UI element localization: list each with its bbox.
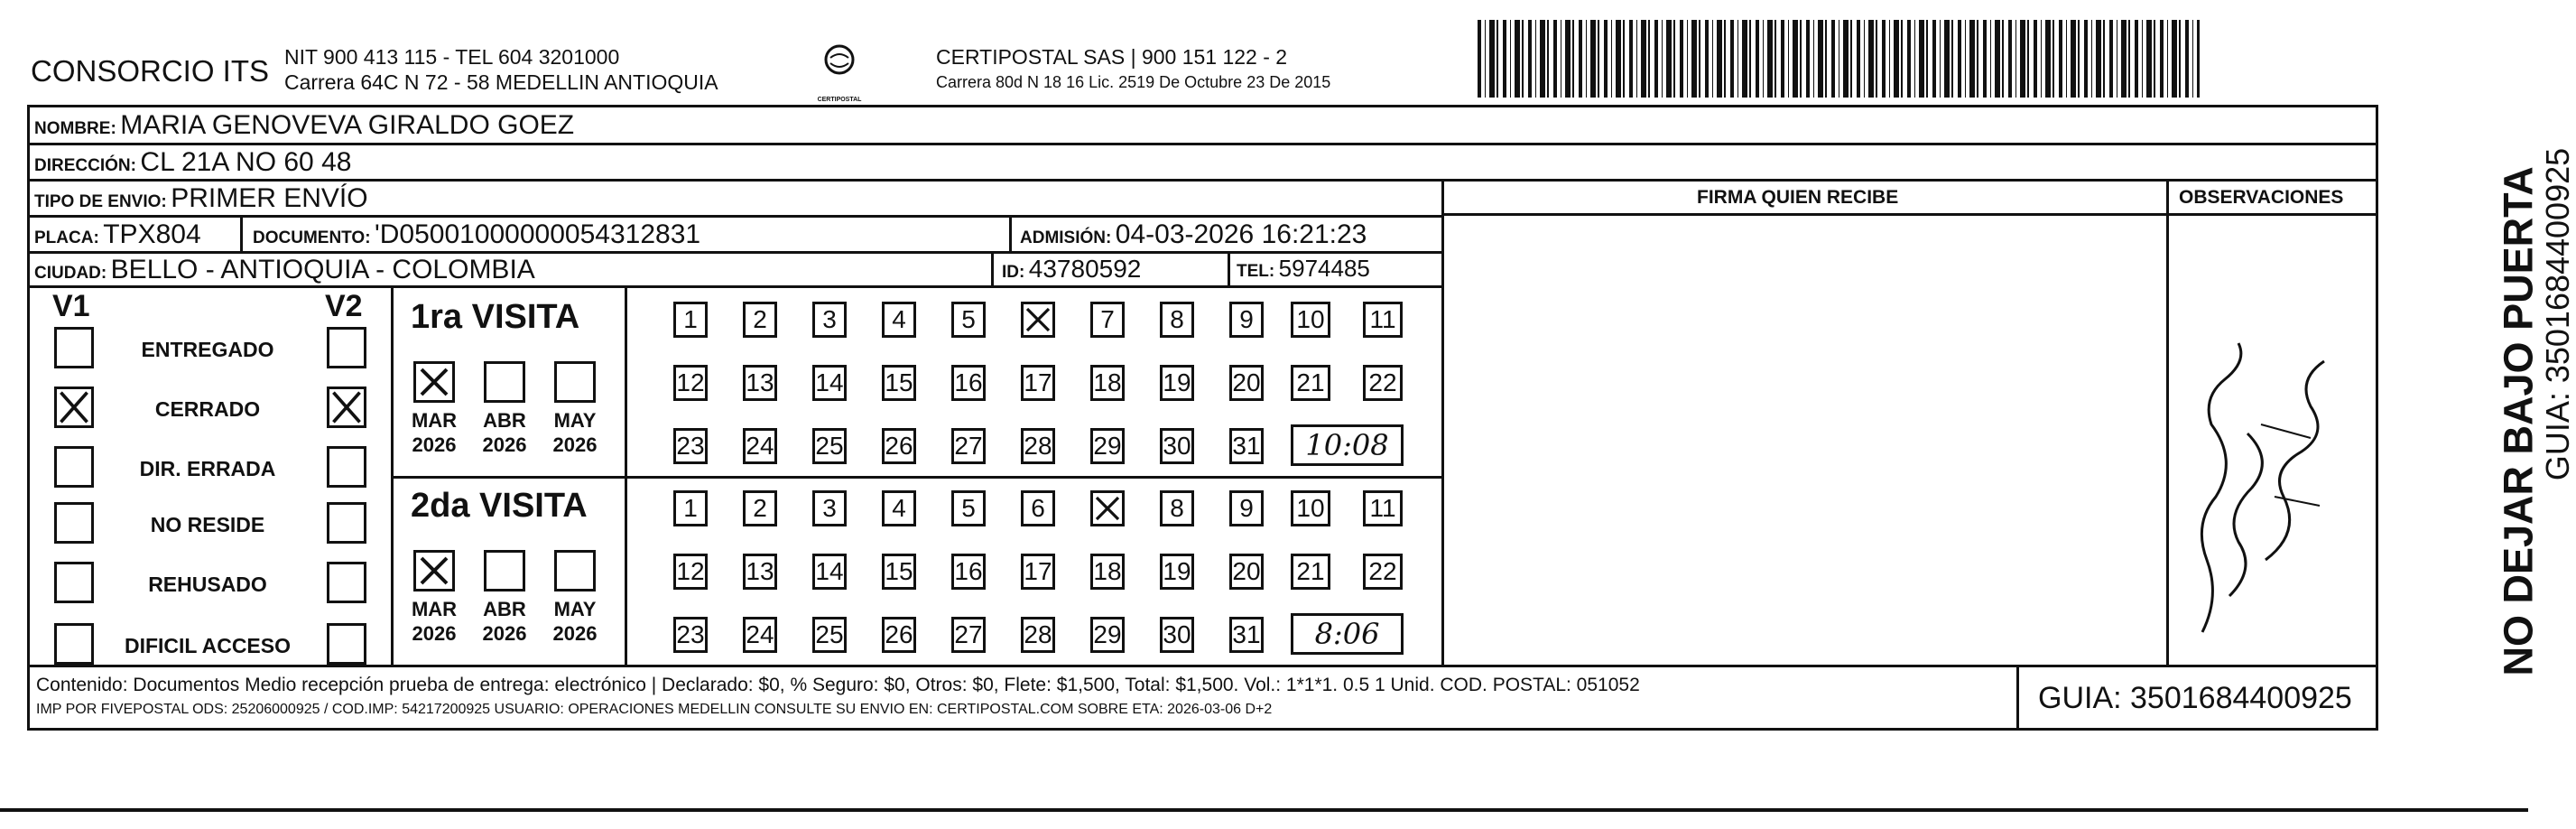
day-check-mark <box>1093 493 1122 524</box>
day-box[interactable]: 9 <box>1229 490 1264 526</box>
day-box[interactable]: 14 <box>812 554 847 590</box>
status-v2-checkbox[interactable] <box>327 562 366 603</box>
plate-label: PLACA: <box>34 228 99 247</box>
day-box[interactable]: 19 <box>1160 554 1194 590</box>
recipient-name: MARIA GENOVEVA GIRALDO GOEZ <box>120 110 575 140</box>
day-box[interactable]: 23 <box>673 428 708 464</box>
day-box[interactable]: 26 <box>882 428 916 464</box>
day-box[interactable]: 8 <box>1160 490 1194 526</box>
day-box[interactable]: 21 <box>1291 365 1330 401</box>
visit-time-box[interactable] <box>1291 424 1404 466</box>
visit-month-label: MAR <box>411 598 458 620</box>
certipostal-logo <box>817 42 862 103</box>
day-box[interactable]: 18 <box>1090 365 1125 401</box>
status-v1-checkbox[interactable] <box>54 562 94 603</box>
visit-handwritten-time: 8:06 <box>1314 617 1380 651</box>
city-row <box>34 256 535 284</box>
city: BELLO - ANTIOQUIA - COLOMBIA <box>110 255 535 284</box>
day-box[interactable]: 9 <box>1229 302 1264 338</box>
city-label: CIUDAD: <box>34 264 107 283</box>
send-type-row <box>34 185 368 212</box>
status-option-label: CERRADO <box>154 397 261 421</box>
day-box[interactable]: 16 <box>951 365 986 401</box>
day-box[interactable]: 2 <box>743 302 777 338</box>
company-address: Carrera 64C N 72 - 58 MEDELLIN ANTIOQUIA <box>284 70 718 94</box>
visit-month-checkbox[interactable] <box>413 361 455 403</box>
day-box[interactable]: 10 <box>1291 490 1330 526</box>
status-v2-checkbox[interactable] <box>327 387 366 428</box>
status-v1-checkbox[interactable] <box>54 446 94 488</box>
address-row <box>34 149 351 176</box>
day-box[interactable]: 3 <box>812 302 847 338</box>
id-number: 43780592 <box>1028 255 1142 283</box>
visit-month-checkbox[interactable] <box>484 550 525 591</box>
day-box[interactable]: 8 <box>1160 302 1194 338</box>
day-box[interactable]: 10 <box>1291 302 1330 338</box>
visit-month-label: MAR <box>411 409 458 432</box>
day-box[interactable]: 30 <box>1160 428 1194 464</box>
day-box[interactable]: 29 <box>1090 617 1125 653</box>
status-v1-checkbox[interactable] <box>54 387 94 428</box>
status-v1-checkbox[interactable] <box>54 502 94 544</box>
recipient-address: CL 21A NO 60 48 <box>140 147 352 177</box>
day-box[interactable]: 4 <box>882 490 916 526</box>
logo-text: CERTIPOSTAL <box>817 97 862 103</box>
day-box[interactable]: 13 <box>743 365 777 401</box>
day-box[interactable]: 29 <box>1090 428 1125 464</box>
day-box[interactable]: 26 <box>882 617 916 653</box>
name-label: NOMBRE: <box>34 119 116 138</box>
plate-row <box>34 221 201 248</box>
day-box[interactable]: 31 <box>1229 428 1264 464</box>
footer-print-info: IMP POR FIVEPOSTAL ODS: 25206000925 / COD.IMP: 54217200925 USUARIO: OPERACIONES MEDELLIN CONSULTE SU ENVIO EN: CERTIPOSTAL.COM SOBRE ETA: 2026-03-06 D+2 <box>36 702 1273 717</box>
document-row <box>253 221 700 248</box>
visit-handwritten-time: 10:08 <box>1305 428 1389 462</box>
id-label: ID: <box>1002 263 1025 282</box>
day-box[interactable]: 5 <box>951 302 986 338</box>
barcode <box>1478 20 2200 98</box>
day-box[interactable]: 6 <box>1021 490 1055 526</box>
day-box[interactable]: 12 <box>673 554 708 590</box>
signature-header: FIRMA QUIEN RECIBE <box>1697 187 1899 208</box>
footer-guia: GUIA: 3501684400925 <box>2038 681 2352 715</box>
observations-header: OBSERVACIONES <box>2179 187 2344 208</box>
v2-header: V2 <box>325 289 363 323</box>
visit-year-label: 2026 <box>482 433 527 456</box>
tel-label: TEL: <box>1237 262 1275 281</box>
visit-month-label: MAY <box>553 598 597 620</box>
day-box[interactable]: 17 <box>1021 554 1055 590</box>
day-box[interactable]: 14 <box>812 365 847 401</box>
visit-time-box[interactable] <box>1291 613 1404 655</box>
carrier-license: Carrera 80d N 18 16 Lic. 2519 De Octubre 23 De 2015 <box>936 73 1331 91</box>
visit-year-label: 2026 <box>482 622 527 645</box>
day-box[interactable]: 22 <box>1363 554 1403 590</box>
visit-month-checkbox[interactable] <box>554 361 596 403</box>
admission-date: 04-03-2026 16:21:23 <box>1115 219 1367 249</box>
visit-month-checkbox[interactable] <box>413 550 455 591</box>
day-box[interactable]: 4 <box>882 302 916 338</box>
day-box[interactable]: 28 <box>1021 428 1055 464</box>
day-box[interactable]: 5 <box>951 490 986 526</box>
visit-month-checkbox[interactable] <box>554 550 596 591</box>
day-box[interactable]: 22 <box>1363 365 1403 401</box>
day-box[interactable]: 17 <box>1021 365 1055 401</box>
admission-row <box>1020 221 1367 248</box>
day-box[interactable]: 25 <box>812 428 847 464</box>
v1-header: V1 <box>52 289 90 323</box>
day-box[interactable]: 16 <box>951 554 986 590</box>
day-box[interactable]: 28 <box>1021 617 1055 653</box>
id-row <box>1002 256 1141 282</box>
day-box[interactable]: 7 <box>1090 302 1125 338</box>
visit-month-checkbox[interactable] <box>484 361 525 403</box>
visit-year-label: 2026 <box>412 433 457 456</box>
day-box[interactable]: 19 <box>1160 365 1194 401</box>
visit1-title: 1ra VISITA <box>411 298 580 336</box>
day-box[interactable]: 23 <box>673 617 708 653</box>
tel-number: 5974485 <box>1278 255 1370 282</box>
visit-year-label: 2026 <box>552 622 598 645</box>
address-label: DIRECCIÓN: <box>34 156 136 175</box>
day-box[interactable]: 3 <box>812 490 847 526</box>
day-box[interactable]: 25 <box>812 617 847 653</box>
visit-year-label: 2026 <box>552 433 598 456</box>
status-v2-checkbox[interactable] <box>327 446 366 488</box>
day-box[interactable]: 12 <box>673 365 708 401</box>
status-option-label: DIR. ERRADA <box>139 457 276 480</box>
name-row <box>34 112 574 139</box>
status-option-label: NO RESIDE <box>150 513 265 536</box>
visit-month-label: ABR <box>483 598 526 620</box>
footer-contents: Contenido: Documentos Medio recepción prueba de entrega: electrónico | Declarado: $0, % Seguro: $0, Otros: $0, Flete: $1,500, Total: $1,500. Vol.: 1*1*1. 0.5 1 Unid. COD. POSTAL: 051052 <box>36 675 1640 695</box>
tel-row <box>1237 256 1370 280</box>
day-box[interactable]: 20 <box>1229 365 1264 401</box>
day-box[interactable]: 11 <box>1363 302 1403 338</box>
carrier-name: CERTIPOSTAL SAS | 900 151 122 - 2 <box>936 45 1288 69</box>
status-v2-checkbox[interactable] <box>327 502 366 544</box>
day-box[interactable]: 1 <box>673 302 708 338</box>
company-name: CONSORCIO ITS <box>31 54 270 88</box>
admission-label: ADMISIÓN: <box>1020 228 1112 247</box>
company-nit-tel: NIT 900 413 115 - TEL 604 3201000 <box>284 45 620 69</box>
day-box[interactable]: 15 <box>882 365 916 401</box>
day-box[interactable]: 21 <box>1291 554 1330 590</box>
side-warning: NO DEJAR BAJO PUERTA <box>2495 166 2542 676</box>
document-number: 'D05001000000054312831 <box>375 219 701 249</box>
day-box[interactable] <box>1021 302 1055 338</box>
visit2-title: 2da VISITA <box>411 487 588 525</box>
day-box[interactable]: 27 <box>951 617 986 653</box>
status-option-label: REHUSADO <box>148 573 267 596</box>
status-v1-checkbox[interactable] <box>54 327 94 368</box>
side-guia: GUIA: 3501684400925 <box>2539 147 2576 481</box>
visit-month-label: ABR <box>483 409 526 432</box>
send-type: PRIMER ENVÍO <box>171 183 368 213</box>
day-box[interactable]: 1 <box>673 490 708 526</box>
day-box[interactable]: 15 <box>882 554 916 590</box>
document-label: DOCUMENTO: <box>253 228 371 247</box>
send-type-label: TIPO DE ENVIO: <box>34 192 167 211</box>
status-option-label: DIFICIL ACCESO <box>124 634 291 657</box>
status-v2-checkbox[interactable] <box>327 623 366 665</box>
day-box[interactable]: 11 <box>1363 490 1403 526</box>
status-option-label: ENTREGADO <box>141 338 274 361</box>
day-box[interactable]: 13 <box>743 554 777 590</box>
day-box[interactable]: 31 <box>1229 617 1264 653</box>
day-box[interactable]: 30 <box>1160 617 1194 653</box>
status-v1-checkbox[interactable] <box>54 623 94 665</box>
status-v2-checkbox[interactable] <box>327 327 366 368</box>
day-box[interactable]: 2 <box>743 490 777 526</box>
plate: TPX804 <box>103 219 201 249</box>
day-box[interactable]: 20 <box>1229 554 1264 590</box>
day-box[interactable]: 18 <box>1090 554 1125 590</box>
day-box[interactable] <box>1090 490 1125 526</box>
day-check-mark <box>1024 304 1052 335</box>
day-box[interactable]: 27 <box>951 428 986 464</box>
visit-year-label: 2026 <box>412 622 457 645</box>
recipient-signature <box>2175 325 2338 659</box>
visit-month-label: MAY <box>553 409 597 432</box>
day-box[interactable]: 24 <box>743 428 777 464</box>
day-box[interactable]: 24 <box>743 617 777 653</box>
